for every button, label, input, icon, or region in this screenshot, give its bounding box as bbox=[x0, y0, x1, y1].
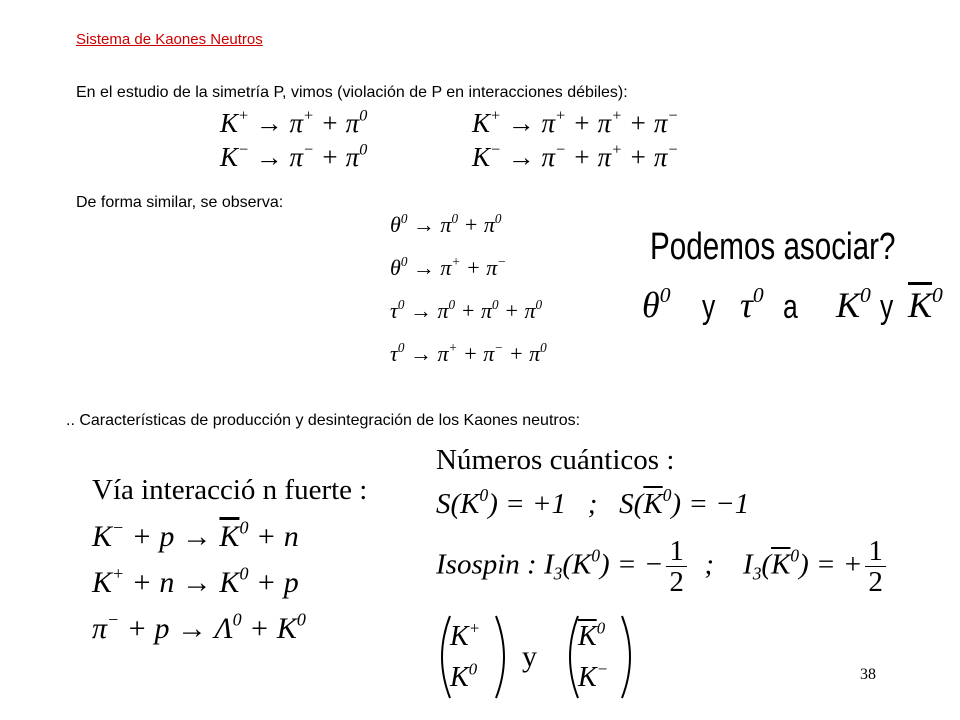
association-line bbox=[640, 284, 950, 334]
isospin-line: Isospin : $I_3(K^0)$ = − $\frac{1}{2}$ ; $I_3(\overline{K}^0)$ = + $\frac{1}{2}$ bbox=[436, 536, 889, 598]
decay-tau-3pi0: $\tau^0 \to \pi^0 + \pi^0 + \pi^0$ bbox=[390, 296, 543, 323]
question-heading: Podemos asociar? bbox=[650, 226, 896, 268]
isospin-label: Isospin bbox=[436, 548, 520, 581]
decay-tau-pipmpi0: $\tau^0 \to \pi^+ + \pi^- + \pi^0$ bbox=[390, 339, 547, 366]
strangeness-line: $S(K^0) = +1$ ; $S(\overline{K}^0) = -1$ bbox=[436, 484, 750, 520]
intro-text bbox=[76, 84, 628, 102]
similar-text: De forma similar, se observa: bbox=[76, 194, 284, 211]
reaction-piminus-p: $\pi^- + p \to \Lambda^0 + K^0$ bbox=[92, 609, 306, 645]
a-word: a bbox=[783, 288, 798, 326]
decay-kminus-2pi: $K^- \to \pi^- + \pi^0$ bbox=[220, 140, 368, 172]
doublet-y-word: y bbox=[522, 640, 537, 673]
reaction-kplus-n: $K^+ + n \to K^0 + p$ bbox=[92, 563, 299, 599]
characteristics-text: .. Características de producción y desintegración de los Kaones neutros: bbox=[66, 412, 581, 429]
doublet-left-kplus: K+ bbox=[450, 617, 481, 652]
k0bar-symbol: $\overline{K}^0$ bbox=[908, 282, 943, 325]
page-number: 38 bbox=[860, 666, 876, 683]
theta0-symbol: $\theta^0$ bbox=[642, 282, 671, 325]
doublet-right-k0bar: $\overline{K}^0$ bbox=[578, 617, 606, 652]
strong-heading: Vía interacció n fuerte : bbox=[92, 474, 368, 506]
doublet-right-kminus: K− bbox=[578, 658, 609, 693]
tau0-symbol: $\tau^0$ bbox=[740, 282, 764, 325]
doublet-right-close-paren bbox=[618, 614, 642, 700]
decay-theta-2pi0: $\theta^0 \to \pi^0 + \pi^0$ bbox=[390, 210, 502, 237]
decay-kplus-2pi: $K^+ \to \pi^+ + \pi^0$ bbox=[220, 106, 368, 138]
decay-theta-pipm: $\theta^0 \to \pi^+ + \pi^-$ bbox=[390, 253, 507, 280]
decay-kminus-3pi: K− → π− + π+ + π− bbox=[472, 140, 679, 172]
doublet-left-close-paren bbox=[492, 614, 516, 700]
quantum-heading: Números cuánticos : bbox=[436, 444, 675, 476]
y-word-1: y bbox=[702, 288, 716, 326]
y-word-2: y bbox=[880, 288, 894, 326]
reaction-kminus-p: $K^- + p \to \overline{K}^0 + n$ bbox=[92, 517, 299, 553]
k0-symbol: $K^0$ bbox=[836, 282, 871, 325]
slide-title: Sistema de Kaones Neutros bbox=[76, 31, 263, 48]
decay-kplus-3pi: K+ → π+ + π+ + π− bbox=[472, 106, 679, 138]
doublet-left-k0: $K^0$ bbox=[450, 658, 478, 693]
intro-text-content: En el estudio de la simetría P, vimos (violación de P en interacciones débiles): bbox=[76, 84, 628, 101]
